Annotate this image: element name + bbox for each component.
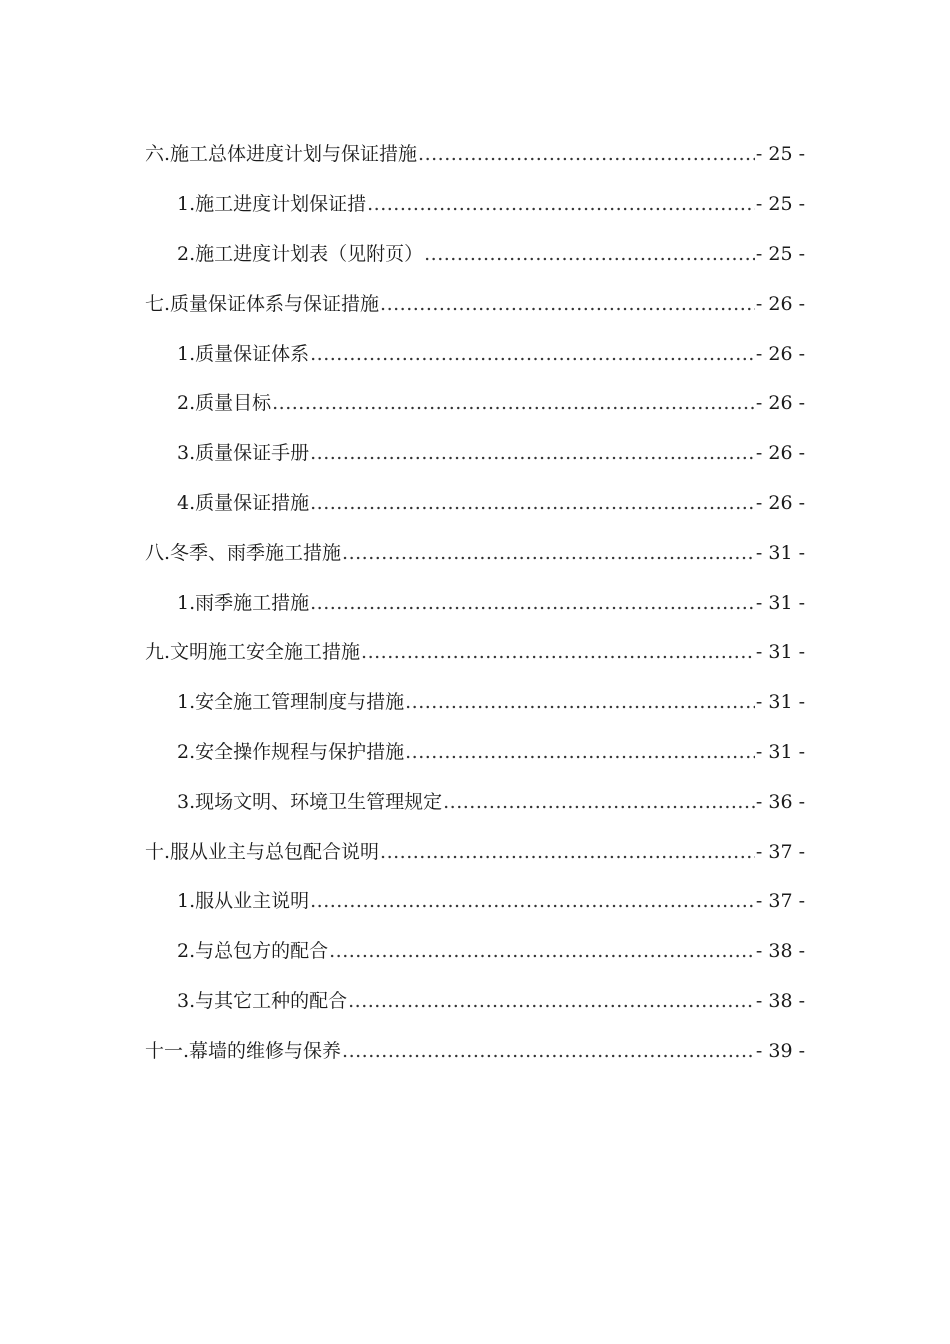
toc-entry-title: 3.现场文明、环境卫生管理规定 xyxy=(177,790,443,813)
toc-entry[interactable] xyxy=(0,279,950,329)
toc-dot-leader xyxy=(380,295,755,314)
toc-entry-page-number: - 31 - xyxy=(755,740,805,763)
toc-dot-leader xyxy=(361,643,755,662)
toc-entry-title: 1.雨季施工措施 xyxy=(177,591,310,614)
toc-entry-title: 1.质量保证体系 xyxy=(177,342,310,365)
toc-entry[interactable] xyxy=(0,479,950,529)
toc-dot-leader xyxy=(443,793,755,812)
toc-entry-page-number: - 26 - xyxy=(755,491,805,514)
toc-entry-title: 1.服从业主说明 xyxy=(177,890,310,913)
toc-entry-title: 2.与总包方的配合 xyxy=(177,940,329,963)
toc-dot-leader xyxy=(310,494,755,513)
toc-entry[interactable] xyxy=(0,628,950,678)
toc-entry[interactable] xyxy=(0,180,950,230)
toc-dot-leader xyxy=(310,444,755,463)
toc-dot-leader xyxy=(405,743,755,762)
toc-entry-page-number: - 36 - xyxy=(755,790,805,813)
toc-dot-leader xyxy=(310,892,755,911)
toc-entry-page-number: - 26 - xyxy=(755,342,805,365)
toc-entry-title: 2.安全操作规程与保护措施 xyxy=(177,740,405,763)
toc-entry-title: 2.质量目标 xyxy=(177,392,272,415)
toc-entry[interactable] xyxy=(0,777,950,827)
toc-dot-leader xyxy=(424,245,755,264)
toc-entry[interactable] xyxy=(0,927,950,977)
toc-entry-page-number: - 39 - xyxy=(755,1039,805,1062)
table-of-contents xyxy=(0,130,950,1076)
toc-entry-page-number: - 37 - xyxy=(755,890,805,913)
toc-dot-leader xyxy=(342,544,755,563)
toc-entry[interactable] xyxy=(0,728,950,778)
toc-entry[interactable] xyxy=(0,329,950,379)
toc-entry-page-number: - 37 - xyxy=(755,840,805,863)
toc-entry-title: 1.安全施工管理制度与措施 xyxy=(177,691,405,714)
toc-entry-title: 3.与其它工种的配合 xyxy=(177,989,348,1012)
toc-dot-leader xyxy=(329,942,755,961)
toc-entry-page-number: - 31 - xyxy=(755,541,805,564)
toc-entry[interactable] xyxy=(0,877,950,927)
toc-entry-title: 4.质量保证措施 xyxy=(177,491,310,514)
toc-entry-page-number: - 31 - xyxy=(755,641,805,664)
toc-entry-page-number: - 25 - xyxy=(755,143,805,166)
toc-entry[interactable] xyxy=(0,977,950,1027)
toc-entry-page-number: - 31 - xyxy=(755,591,805,614)
toc-entry-title: 六.施工总体进度计划与保证措施 xyxy=(145,143,418,166)
toc-entry-title: 九.文明施工安全施工措施 xyxy=(145,641,361,664)
toc-dot-leader xyxy=(272,394,755,413)
toc-entry-page-number: - 26 - xyxy=(755,442,805,465)
toc-entry[interactable] xyxy=(0,827,950,877)
toc-entry[interactable] xyxy=(0,528,950,578)
toc-entry[interactable] xyxy=(0,578,950,628)
toc-entry[interactable] xyxy=(0,379,950,429)
toc-entry-title: 3.质量保证手册 xyxy=(177,442,310,465)
toc-entry[interactable] xyxy=(0,130,950,180)
toc-dot-leader xyxy=(380,843,755,862)
toc-entry[interactable] xyxy=(0,429,950,479)
toc-entry-title: 十.服从业主与总包配合说明 xyxy=(145,840,380,863)
toc-dot-leader xyxy=(342,1042,755,1061)
toc-entry-page-number: - 31 - xyxy=(755,691,805,714)
toc-entry-page-number: - 38 - xyxy=(755,989,805,1012)
toc-entry-title: 七.质量保证体系与保证措施 xyxy=(145,292,380,315)
toc-entry-page-number: - 26 - xyxy=(755,392,805,415)
toc-entry[interactable] xyxy=(0,230,950,280)
toc-entry[interactable] xyxy=(0,678,950,728)
toc-dot-leader xyxy=(310,594,755,613)
toc-entry-page-number: - 38 - xyxy=(755,940,805,963)
toc-dot-leader xyxy=(348,992,755,1011)
toc-entry-page-number: - 25 - xyxy=(755,242,805,265)
toc-entry-page-number: - 26 - xyxy=(755,292,805,315)
toc-entry-title: 十一.幕墙的维修与保养 xyxy=(145,1039,342,1062)
toc-dot-leader xyxy=(367,195,755,214)
toc-entry-title: 2.施工进度计划表（见附页） xyxy=(177,242,424,265)
toc-entry-page-number: - 25 - xyxy=(755,193,805,216)
toc-dot-leader xyxy=(310,345,755,364)
toc-entry-title: 1.施工进度计划保证措 xyxy=(177,193,367,216)
toc-entry-title: 八.冬季、雨季施工措施 xyxy=(145,541,342,564)
toc-entry[interactable] xyxy=(0,1026,950,1076)
toc-dot-leader xyxy=(405,693,755,712)
toc-dot-leader xyxy=(418,145,755,164)
